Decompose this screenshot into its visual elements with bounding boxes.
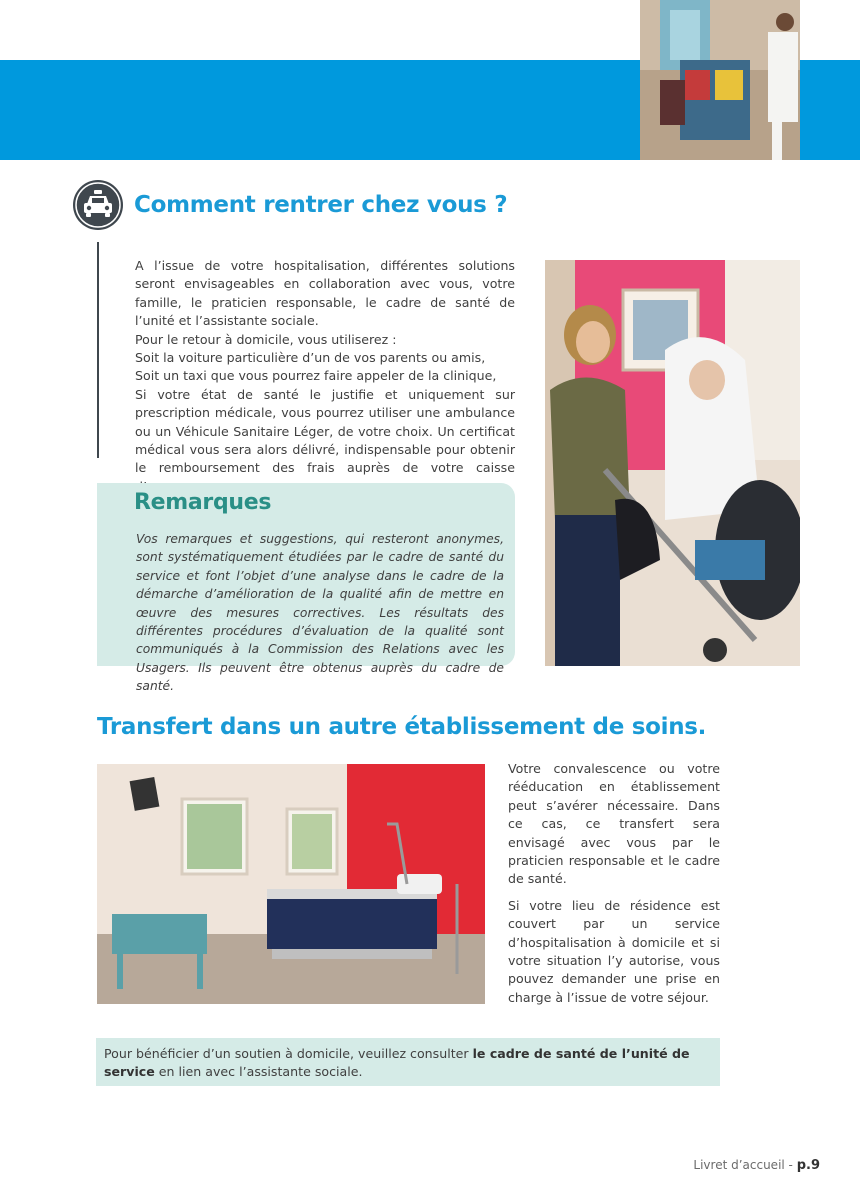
note-text	[104, 1045, 714, 1082]
paragraph: Si votre état de santé le justifie et uniquement sur prescription médicale, vous pourrez utiliser une ambulance ou un Véhicule Sanitaire Léger, de votre choix. Un certificat médical vous sera alors délivré, indispensable pour obtenir le remboursement des frais auprès de votre caisse	[135, 386, 515, 476]
paragraph: Votre convalescence ou votre rééducation en établissement peut s’avérer nécessaire. Dans ce cas, ce transfert sera envisagé avec vous par le praticien responsable et le cadre de santé.	[508, 761, 720, 887]
page-footer	[693, 1158, 820, 1173]
photo-nurse-and-patient	[545, 260, 800, 666]
paragraph: A l’issue de votre hospitalisation, différentes solutions seront envisageables en collaboration avec vous, votre famille, le praticien responsable, le cadre de santé de l’unité et l’assistante sociale.	[135, 258, 515, 329]
remarques-body: Vos remarques et suggestions, qui resteront anonymes, sont systématiquement étudiées par le cadre de santé du service et font l’objet d’une analyse dans le cadre de la démarche d’amélioration de la qualité afin de mettre en œuvre des mesures correctives. Les résultats des différentes procédures d’évaluation de la qualité sont communiqués à la Commission des Relations avec les Usagers. Ils peuvent être obtenus auprès du cadre de santé.	[136, 532, 504, 694]
footer-label: Livret d’accueil -	[693, 1158, 797, 1172]
photo-hospital-room	[97, 764, 485, 1004]
remarques-title: Remarques	[134, 490, 272, 515]
note-suffix: en lien avec l’assistante sociale.	[154, 1064, 363, 1080]
page-number: p.9	[796, 1158, 820, 1173]
section-title-return-home: Comment rentrer chez vous ?	[134, 192, 508, 218]
section-body-return-home	[135, 257, 515, 496]
paragraph: Soit la voiture particulière d’un de vos parents ou amis,	[135, 350, 486, 366]
paragraph: Si votre lieu de résidence est couvert par un service d’hospitalisation à domicile et si votre situation l’y autorise, vous pouvez demander une prise en charge à l’issue de votre séjour.	[508, 897, 720, 1005]
section-title-transfer: Transfert dans un autre établissement de soins.	[97, 714, 707, 740]
section-body-transfer	[508, 760, 720, 1015]
taxi-icon	[73, 180, 123, 230]
paragraph: Pour le retour à domicile, vous utiliserez :	[135, 331, 397, 347]
note-bold: le cadre de santé de l’unité de service	[104, 1046, 690, 1080]
header-photo-hospital-corridor	[640, 0, 800, 160]
paragraph: Soit un taxi que vous pourrez faire appeler de la clinique,	[135, 368, 497, 384]
vertical-rule	[97, 242, 99, 458]
note-prefix: Pour bénéficier d’un soutien à domicile, veuillez consulter	[104, 1046, 473, 1061]
